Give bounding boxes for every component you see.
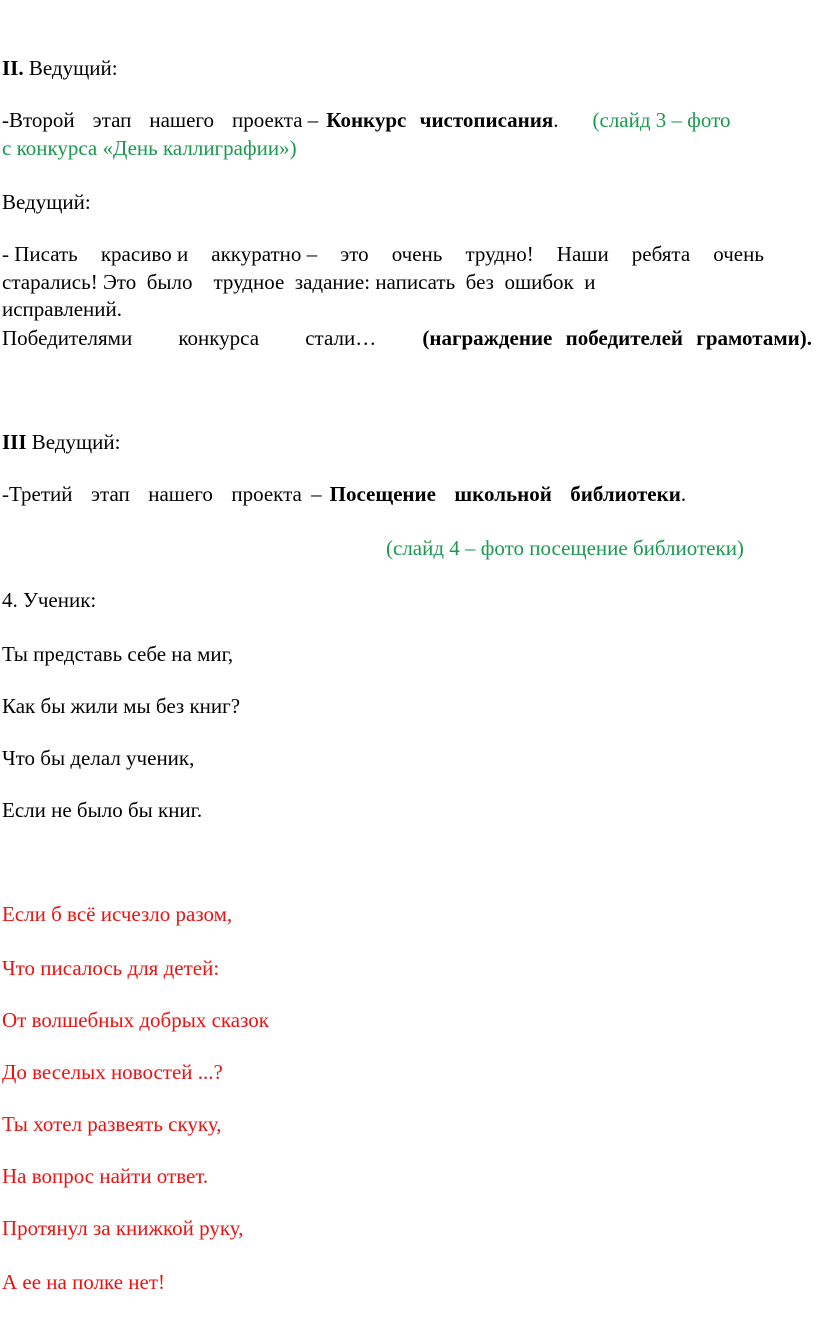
text-word: это: [340, 242, 369, 266]
poem-line: Как бы жили мы без книг?: [2, 694, 241, 718]
section-3-host: Ведущий:: [31, 430, 121, 454]
poem-line-red: Если б всё исчезло разом,: [2, 902, 233, 926]
section-2-paragraph-2-line-2: старались! Это было трудное задание: написать без ошибок и: [2, 270, 596, 294]
library-title: Посещение школьной библиотеки: [329, 482, 681, 506]
text-word: очень: [391, 242, 443, 266]
text-word: Наши: [556, 242, 609, 266]
poem-line-red: Протянул за книжкой руку,: [2, 1216, 244, 1240]
section-3-number: III: [2, 430, 27, 454]
text-word: красиво и: [100, 242, 189, 266]
text-word: аккуратно –: [211, 242, 318, 266]
p1-word: нашего: [149, 108, 215, 132]
text-word: трудно!: [465, 242, 534, 266]
text-word: очень: [713, 242, 764, 266]
section-3-heading: [2, 430, 121, 454]
poem-line-red: От волшебных добрых сказок: [2, 1008, 269, 1032]
poem-line-red: Что писалось для детей:: [2, 956, 220, 980]
p1-word: этап: [92, 108, 132, 132]
poem-line-red: Ты хотел развеять скуку,: [2, 1112, 222, 1136]
section-2-paragraph-2-line-3: исправлений.: [2, 297, 123, 321]
section-2-paragraph-1: [2, 108, 731, 132]
poem-line: Если не было бы книг.: [2, 798, 203, 822]
poem-line-red: До веселых новостей ...?: [2, 1060, 223, 1084]
poem-line-red: На вопрос найти ответ.: [2, 1164, 209, 1188]
p3-period: .: [680, 482, 687, 506]
p1-word: -Второй: [2, 108, 75, 132]
slide-note-3: (слайд 3 – фото: [592, 108, 731, 132]
text-word: Победителями: [2, 326, 133, 350]
poem-line-red: А ее на полке нет!: [2, 1270, 166, 1294]
section-2-host-2: Ведущий:: [2, 190, 91, 214]
student-speaker: 4. Ученик:: [2, 588, 97, 612]
award-note: (награждение победителей грамотами).: [422, 326, 812, 350]
slide-note-4: (слайд 4 – фото посещение библиотеки): [386, 536, 744, 560]
text-word: конкурса: [178, 326, 260, 350]
section-2-paragraph-2-line-1: [2, 242, 812, 266]
poem-line: Что бы делал ученик,: [2, 746, 195, 770]
p1-word: проекта –: [232, 108, 319, 132]
section-2-host: Ведущий:: [28, 56, 118, 80]
p1-period: .: [553, 108, 559, 132]
contest-title: Конкурс чистописания: [326, 108, 554, 132]
section-3-paragraph-1: [2, 482, 686, 506]
text-word: стали…: [305, 326, 377, 350]
section-2-number: II.: [2, 56, 24, 80]
text-word: ребята: [631, 242, 691, 266]
poem-line: Ты представь себе на миг,: [2, 642, 234, 666]
section-2-paragraph-2-line-4: [2, 326, 812, 350]
slide-note-3-continued: с конкурса «День каллиграфии»): [2, 136, 297, 160]
stage-3-text: -Третий этап нашего проекта –: [2, 482, 322, 506]
section-2-heading: [2, 56, 118, 80]
text-word: - Писать: [2, 242, 78, 266]
